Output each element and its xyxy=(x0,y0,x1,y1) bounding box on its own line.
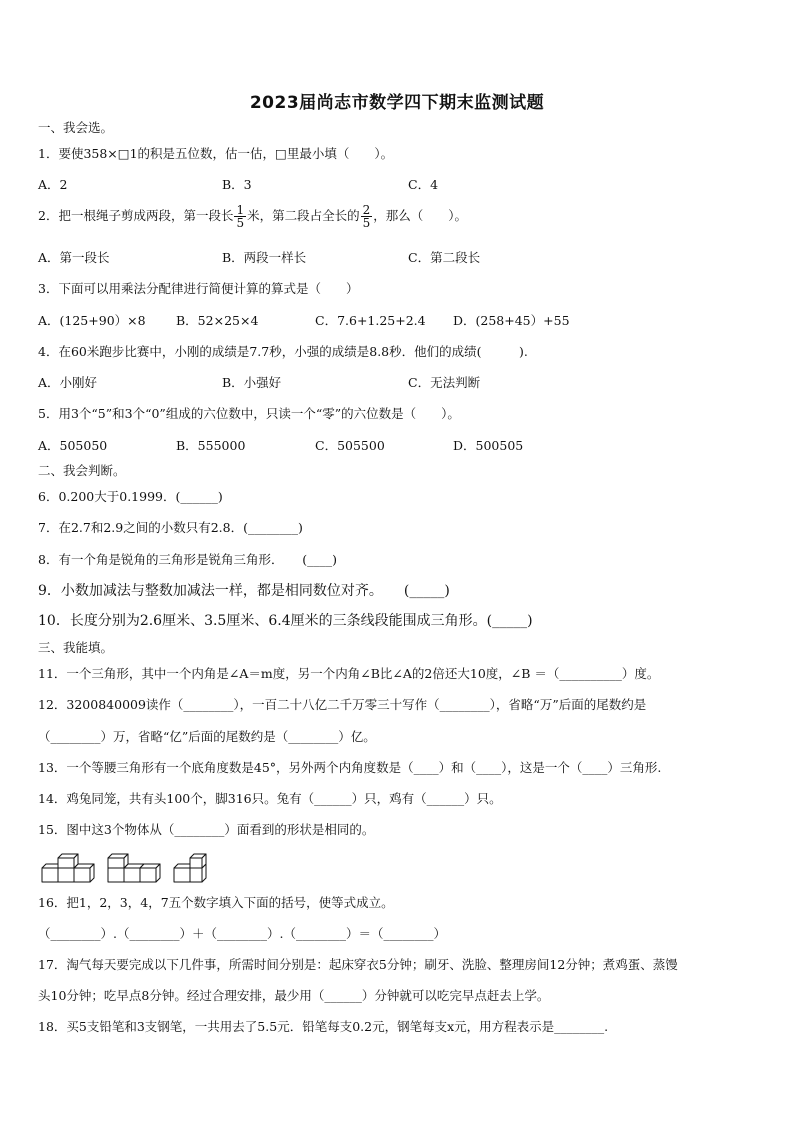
q3-option-c: C．7.6+1.25+2.4 xyxy=(315,313,426,328)
q4-option-a: A．小刚好 xyxy=(38,375,98,390)
question-11: 11．一个三角形，其中一个内角是∠A＝m度，另一个内角∠B比∠A的2倍还大10度，∠B ＝（__________）度。 xyxy=(38,666,660,681)
fraction-one-fifth xyxy=(234,204,246,229)
question-17-line-1: 17．淘气每天要完成以下几件事，所需时间分别是：起床穿衣5分钟；刷牙、洗脸、整理房间12分钟；煮鸡蛋、蒸馒 xyxy=(38,957,678,972)
q5-option-c: C．505500 xyxy=(315,438,385,453)
q2-option-b: B．两段一样长 xyxy=(222,250,307,265)
fraction-numerator: 1 xyxy=(236,203,245,217)
question-15: 15．图中这3个物体从（________）面看到的形状是相同的。 xyxy=(38,822,375,837)
cube-stacks-figure xyxy=(38,853,218,885)
q5-option-d: D．500505 xyxy=(453,438,524,453)
question-1: 1．要使358×□1的积是五位数，估一估，□里最小填（ ）。 xyxy=(38,146,394,161)
q4-option-c: C．无法判断 xyxy=(408,375,481,390)
question-12-line-1: 12．3200840009读作（________），一百二十八亿二千万零三十写作（________），省略“万”后面的尾数约是 xyxy=(38,697,647,712)
cube-stack-1 xyxy=(42,854,94,882)
fraction-two-fifths xyxy=(361,204,373,229)
section-heading-choose: 一、我会选。 xyxy=(38,120,114,135)
question-5: 5．用3个“5”和3个“0”组成的六位数中，只读一个“零”的六位数是（ ）。 xyxy=(38,406,460,421)
question-14: 14．鸡兔同笼，共有头100个，脚316只。兔有（______）只，鸡有（______）只。 xyxy=(38,791,502,806)
q1-option-a: A．2 xyxy=(38,177,68,192)
q1-option-b: B．3 xyxy=(222,177,252,192)
question-4: 4．在60米跑步比赛中，小刚的成绩是7.7秒，小强的成绩是8.8秒．他们的成绩( ). xyxy=(38,344,528,359)
question-2 xyxy=(38,204,467,229)
q3-option-a: A．(125+90）×8 xyxy=(38,313,146,328)
cube-stack-3 xyxy=(174,854,206,882)
question-8: 8．有一个角是锐角的三角形是锐角三角形． (____) xyxy=(38,552,337,567)
question-18: 18．买5支铅笔和3支钢笔，一共用去了5.5元．铅笔每支0.2元，钢笔每支x元，用方程表示是________. xyxy=(38,1019,609,1034)
question-17-line-2: 头10分钟；吃早点8分钟。经过合理安排，最少用（______）分钟就可以吃完早点赶去上学。 xyxy=(38,988,550,1003)
q4-option-b: B．小强好 xyxy=(222,375,282,390)
q1-option-c: C．4 xyxy=(408,177,439,192)
q3-option-b: B．52×25×4 xyxy=(176,313,259,328)
fraction-numerator: 2 xyxy=(362,203,371,217)
fraction-denominator: 5 xyxy=(236,216,245,230)
q3-option-d: D．(258+45）+55 xyxy=(453,313,570,328)
q5-option-b: B．555000 xyxy=(176,438,246,453)
cube-stack-2 xyxy=(108,854,160,882)
section-heading-judge: 二、我会判断。 xyxy=(38,463,126,478)
page-title: 2023届尚志市数学四下期末监测试题 xyxy=(249,93,545,113)
question-12-line-2: （________）万，省略“亿”后面的尾数约是（________）亿。 xyxy=(38,729,376,744)
fraction-denominator: 5 xyxy=(362,216,371,230)
question-6: 6．0.200大于0.1999．(______) xyxy=(38,489,223,504)
question-7: 7．在2.7和2.9之间的小数只有2.8．(________) xyxy=(38,520,303,535)
question-3: 3．下面可以用乘法分配律进行简便计算的算式是（ ） xyxy=(38,281,359,296)
q5-option-a: A．505050 xyxy=(38,438,108,453)
q2-option-a: A．第一段长 xyxy=(38,250,110,265)
question-16: 16．把1，2，3，4，7五个数字填入下面的括号，使等式成立。 xyxy=(38,895,394,910)
question-9: 9．小数加减法与整数加减法一样，都是相同数位对齐。 (_____) xyxy=(38,583,450,599)
q2-option-c: C．第二段长 xyxy=(408,250,481,265)
q2-text-end: ，那么（ ）。 xyxy=(373,208,468,223)
q2-text-middle: 米，第二段占全长的 xyxy=(247,208,360,223)
section-heading-fill: 三、我能填。 xyxy=(38,640,114,655)
q2-text-start: 2．把一根绳子剪成两段，第一段长 xyxy=(38,208,234,223)
question-10: 10．长度分别为2.6厘米、3.5厘米、6.4厘米的三条线段能围成三角形。(_____) xyxy=(38,613,533,629)
question-16-equation: （________）.（________）＋（________）.（________）＝（________） xyxy=(38,926,446,941)
question-13: 13．一个等腰三角形有一个底角度数是45°，另外两个内角度数是（____）和（____），这是一个（____）三角形. xyxy=(38,760,662,775)
